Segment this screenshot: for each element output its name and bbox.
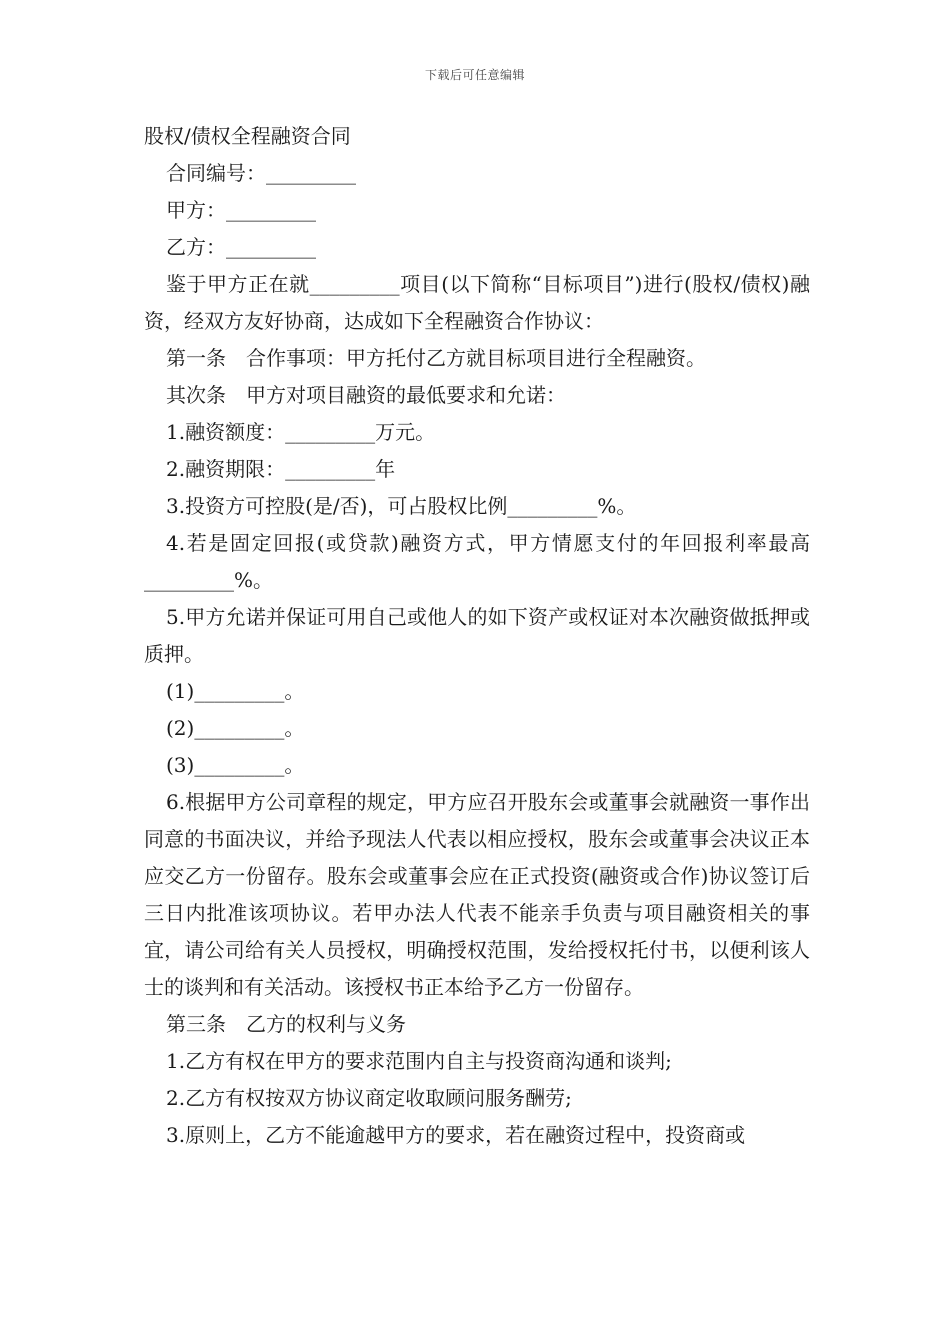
article-2-item-5-sub-3: (3)_________。 [166,753,305,777]
article-2-item-3: 3.投资方可控股(是/否)，可占股权比例_________%。 [166,494,637,518]
article-2-item-6: 6.根据甲方公司章程的规定，甲方应召开股东会或董事会就融资一事作出同意的书面决议，并给予现法人代表以相应授权，股东会或董事会决议正本应交乙方一份留存。股东会或董事会应在正式投资(融资或合作)协议签订后三日内批准该项协议。若甲办法人代表不能亲手负责与项目融资相关的事宜，请公司给有关人员授权，明确授权范围，发给授权托付书，以便利该人士的谈判和有关活动。该授权书正本给予乙方一份留存。 [144,790,810,999]
article-2-item-5: 5.甲方允诺并保证可用自己或他人的如下资产或权证对本次融资做抵押或质押。 [144,605,810,666]
article-1-paragraph: 第一条 合作事项：甲方托付乙方就目标项目进行全程融资。 [166,346,706,370]
article-2-item-4: 4.若是固定回报(或贷款)融资方式，甲方情愿支付的年回报利率最高_________%。 [144,531,810,592]
party-b-line: 乙方：_________ [166,235,316,259]
article-3-item-3: 3.原则上，乙方不能逾越甲方的要求，若在融资过程中，投资商或 [166,1123,746,1147]
article-2-item-2: 2.融资期限：_________年 [166,457,396,481]
document-body [144,118,810,1154]
article-3-heading: 第三条 乙方的权利与义务 [166,1012,406,1036]
contract-number-line: 合同编号：_________ [166,161,356,185]
article-3-item-2: 2.乙方有权按双方协议商定收取顾问服务酬劳; [166,1086,572,1110]
page-header-note: 下载后可任意编辑 [424,68,525,82]
party-a-line: 甲方：_________ [166,198,316,222]
article-3-item-1: 1.乙方有权在甲方的要求范围内自主与投资商沟通和谈判; [166,1049,672,1073]
article-2-item-5-sub-2: (2)_________。 [166,716,305,740]
article-2-heading: 其次条 甲方对项目融资的最低要求和允诺： [166,383,566,407]
article-2-item-1: 1.融资额度：_________万元。 [166,420,436,444]
document-title: 股权/债权全程融资合同 [144,124,351,148]
preamble-paragraph: 鉴于甲方正在就_________项目(以下简称“目标项目”)进行(股权/债权)融资，经双方友好协商，达成如下全程融资合作协议： [144,272,810,333]
article-2-item-5-sub-1: (1)_________。 [166,679,305,703]
